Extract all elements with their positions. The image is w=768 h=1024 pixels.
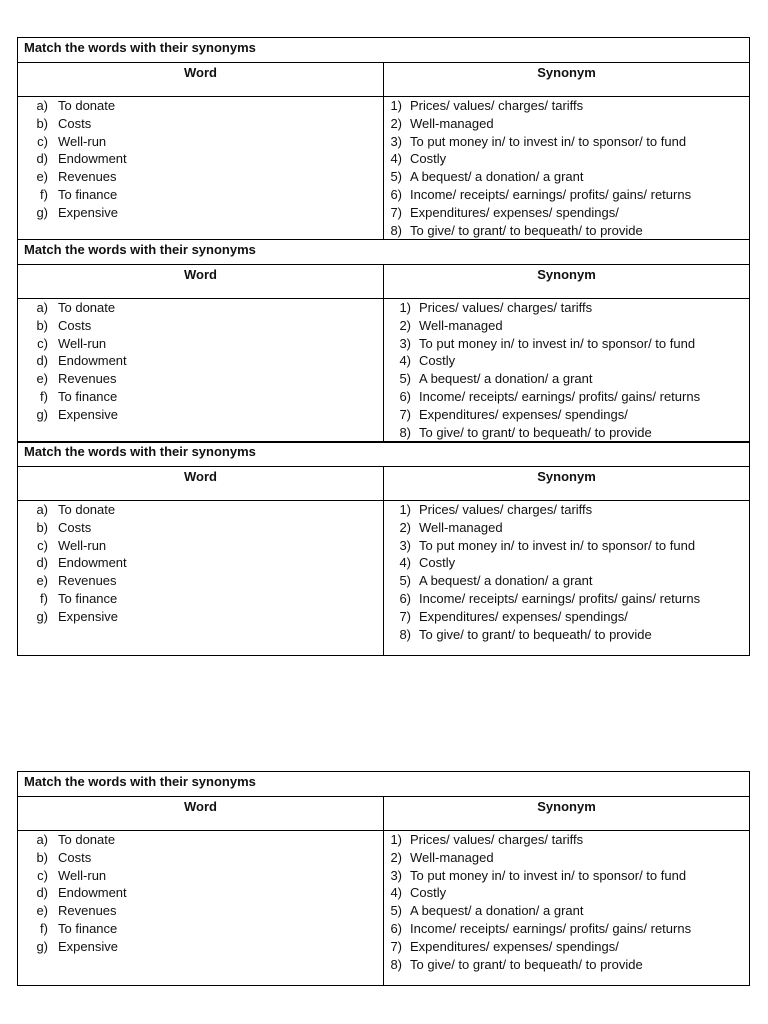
table-header bbox=[18, 63, 749, 97]
synonym-text: Income/ receipts/ earnings/ profits/ gains/ returns bbox=[419, 590, 701, 606]
word-text: To finance bbox=[58, 388, 118, 404]
word-label: f) bbox=[40, 186, 48, 202]
word-text: Endowment bbox=[58, 151, 127, 167]
word-text: Costs bbox=[58, 317, 92, 333]
word-text: To donate bbox=[58, 502, 116, 517]
synonym-item bbox=[384, 186, 749, 204]
synonym-label: 1) bbox=[390, 98, 402, 113]
table-body bbox=[18, 299, 749, 442]
table-body bbox=[18, 501, 749, 655]
word-item bbox=[18, 608, 383, 626]
synonym-item bbox=[384, 902, 749, 920]
synonym-label: 2) bbox=[399, 317, 411, 333]
exercise-title: Match the words with their synonyms bbox=[18, 442, 749, 467]
exercise-title: Match the words with their synonyms bbox=[18, 772, 749, 797]
word-label: a) bbox=[36, 300, 48, 315]
word-label: d) bbox=[36, 151, 48, 167]
word-text: Well-run bbox=[58, 133, 107, 149]
synonym-item bbox=[384, 626, 749, 644]
word-item bbox=[18, 406, 383, 424]
synonym-label: 5) bbox=[390, 169, 402, 185]
synonym-text: Well-managed bbox=[410, 849, 494, 865]
synonym-list bbox=[384, 831, 749, 985]
synonym-label: 1) bbox=[399, 300, 411, 315]
exercise-table-2 bbox=[17, 239, 750, 443]
word-text: Costs bbox=[58, 115, 92, 131]
word-item bbox=[18, 831, 383, 849]
table-body bbox=[18, 97, 749, 239]
synonym-label: 6) bbox=[390, 186, 402, 202]
word-item bbox=[18, 867, 383, 885]
exercise-table-3 bbox=[17, 441, 750, 656]
word-item bbox=[18, 537, 383, 555]
exercise-title: Match the words with their synonyms bbox=[18, 240, 749, 265]
word-item bbox=[18, 186, 383, 204]
synonym-item bbox=[384, 424, 749, 442]
synonym-list bbox=[384, 501, 749, 655]
synonym-item bbox=[384, 920, 749, 938]
word-label: e) bbox=[36, 371, 48, 387]
synonym-label: 5) bbox=[399, 371, 411, 387]
synonym-label: 6) bbox=[399, 590, 411, 606]
synonym-item bbox=[384, 317, 749, 335]
word-text: Revenues bbox=[58, 573, 117, 589]
synonym-item bbox=[384, 938, 749, 956]
word-label: b) bbox=[36, 849, 48, 865]
synonym-item bbox=[384, 406, 749, 424]
synonym-label: 8) bbox=[399, 424, 411, 440]
word-label: b) bbox=[36, 115, 48, 131]
synonym-label: 8) bbox=[390, 956, 402, 972]
synonym-text: A bequest/ a donation/ a grant bbox=[419, 371, 593, 387]
synonym-text: Expenditures/ expenses/ spendings/ bbox=[410, 938, 619, 954]
word-column-header: Word bbox=[18, 265, 384, 298]
synonym-item bbox=[384, 831, 749, 849]
synonym-text: Well-managed bbox=[419, 317, 503, 333]
word-text: To donate bbox=[58, 98, 116, 113]
synonym-item bbox=[384, 572, 749, 590]
word-text: Well-run bbox=[58, 335, 107, 351]
word-label: c) bbox=[37, 335, 48, 351]
synonym-text: Well-managed bbox=[419, 519, 503, 535]
synonym-text: Prices/ values/ charges/ tariffs bbox=[419, 502, 593, 517]
synonym-text: Costly bbox=[419, 555, 456, 571]
synonym-label: 4) bbox=[399, 353, 411, 369]
exercise-title: Match the words with their synonyms bbox=[18, 38, 749, 63]
word-item bbox=[18, 501, 383, 519]
synonym-column-header: Synonym bbox=[537, 799, 596, 814]
synonym-label: 2) bbox=[399, 519, 411, 535]
word-text: Costs bbox=[58, 849, 92, 865]
synonym-item bbox=[384, 849, 749, 867]
word-label: a) bbox=[36, 502, 48, 517]
synonym-label: 7) bbox=[399, 608, 411, 624]
synonym-item bbox=[384, 97, 749, 115]
word-column-header: Word bbox=[18, 63, 384, 96]
table-body bbox=[18, 831, 749, 985]
synonym-label: 3) bbox=[399, 335, 411, 351]
synonym-label: 8) bbox=[399, 626, 411, 642]
synonym-text: To put money in/ to invest in/ to sponsor/ to fund bbox=[410, 133, 687, 149]
synonym-text: To give/ to grant/ to bequeath/ to provide bbox=[419, 424, 652, 440]
synonym-label: 6) bbox=[399, 388, 411, 404]
word-label: e) bbox=[36, 573, 48, 589]
word-item bbox=[18, 920, 383, 938]
word-item bbox=[18, 97, 383, 115]
synonym-item bbox=[384, 519, 749, 537]
word-list bbox=[18, 299, 384, 442]
synonym-label: 1) bbox=[390, 832, 402, 847]
synonym-label: 8) bbox=[390, 222, 402, 238]
word-label: a) bbox=[36, 98, 48, 113]
word-label: g) bbox=[36, 204, 48, 220]
synonym-item bbox=[384, 352, 749, 370]
word-text: Revenues bbox=[58, 169, 117, 185]
word-label: e) bbox=[36, 169, 48, 185]
table-header bbox=[18, 797, 749, 831]
synonym-label: 5) bbox=[390, 903, 402, 919]
synonym-text: Income/ receipts/ earnings/ profits/ gains/ returns bbox=[410, 186, 692, 202]
word-label: a) bbox=[36, 832, 48, 847]
synonym-item bbox=[384, 370, 749, 388]
synonym-item bbox=[384, 554, 749, 572]
synonym-item bbox=[384, 537, 749, 555]
synonym-item bbox=[384, 150, 749, 168]
synonym-text: Prices/ values/ charges/ tariffs bbox=[410, 832, 584, 847]
word-item bbox=[18, 370, 383, 388]
word-item bbox=[18, 519, 383, 537]
synonym-label: 3) bbox=[390, 133, 402, 149]
word-label: d) bbox=[36, 885, 48, 901]
synonym-text: To put money in/ to invest in/ to sponsor/ to fund bbox=[419, 537, 696, 553]
word-label: g) bbox=[36, 406, 48, 422]
synonym-label: 7) bbox=[390, 938, 402, 954]
word-list bbox=[18, 97, 384, 239]
synonym-item bbox=[384, 335, 749, 353]
synonym-list bbox=[384, 97, 749, 239]
word-text: Expensive bbox=[58, 608, 118, 624]
word-text: Expensive bbox=[58, 938, 118, 954]
synonym-label: 4) bbox=[390, 151, 402, 167]
word-column-header: Word bbox=[18, 467, 384, 500]
word-label: c) bbox=[37, 867, 48, 883]
synonym-label: 1) bbox=[399, 502, 411, 517]
word-column-header: Word bbox=[18, 797, 384, 830]
synonym-text: To give/ to grant/ to bequeath/ to provide bbox=[410, 956, 643, 972]
synonym-text: A bequest/ a donation/ a grant bbox=[410, 903, 584, 919]
synonym-text: Prices/ values/ charges/ tariffs bbox=[419, 300, 593, 315]
synonym-text: A bequest/ a donation/ a grant bbox=[419, 573, 593, 589]
word-text: To donate bbox=[58, 832, 116, 847]
synonym-item bbox=[384, 222, 749, 240]
word-text: Expensive bbox=[58, 204, 118, 220]
synonym-text: To put money in/ to invest in/ to sponsor/ to fund bbox=[410, 867, 687, 883]
synonym-label: 2) bbox=[390, 115, 402, 131]
word-list bbox=[18, 831, 384, 985]
synonym-text: To put money in/ to invest in/ to sponsor/ to fund bbox=[419, 335, 696, 351]
word-label: g) bbox=[36, 608, 48, 624]
synonym-label: 5) bbox=[399, 573, 411, 589]
synonym-item bbox=[384, 168, 749, 186]
word-label: f) bbox=[40, 920, 48, 936]
synonym-text: To give/ to grant/ to bequeath/ to provide bbox=[410, 222, 643, 238]
word-item bbox=[18, 388, 383, 406]
word-text: Costs bbox=[58, 519, 92, 535]
exercise-table-1 bbox=[17, 37, 750, 240]
synonym-item bbox=[384, 501, 749, 519]
synonym-item bbox=[384, 299, 749, 317]
synonym-item bbox=[384, 388, 749, 406]
synonym-item bbox=[384, 115, 749, 133]
word-item bbox=[18, 884, 383, 902]
synonym-item bbox=[384, 884, 749, 902]
exercise-table-4 bbox=[17, 771, 750, 986]
word-label: f) bbox=[40, 388, 48, 404]
word-item bbox=[18, 335, 383, 353]
word-label: f) bbox=[40, 590, 48, 606]
word-text: To donate bbox=[58, 300, 116, 315]
synonym-text: To give/ to grant/ to bequeath/ to provide bbox=[419, 626, 652, 642]
table-header bbox=[18, 265, 749, 299]
word-item bbox=[18, 150, 383, 168]
synonym-label: 3) bbox=[390, 867, 402, 883]
word-item bbox=[18, 590, 383, 608]
table-header bbox=[18, 467, 749, 501]
synonym-text: Costly bbox=[419, 353, 456, 369]
word-item bbox=[18, 115, 383, 133]
word-item bbox=[18, 554, 383, 572]
word-label: b) bbox=[36, 519, 48, 535]
word-label: d) bbox=[36, 555, 48, 571]
word-label: e) bbox=[36, 903, 48, 919]
synonym-label: 4) bbox=[390, 885, 402, 901]
synonym-text: Income/ receipts/ earnings/ profits/ gains/ returns bbox=[419, 388, 701, 404]
word-text: Revenues bbox=[58, 903, 117, 919]
word-item bbox=[18, 352, 383, 370]
word-label: b) bbox=[36, 317, 48, 333]
word-item bbox=[18, 902, 383, 920]
synonym-item bbox=[384, 590, 749, 608]
word-text: Revenues bbox=[58, 371, 117, 387]
word-item bbox=[18, 204, 383, 222]
synonym-label: 4) bbox=[399, 555, 411, 571]
synonym-item bbox=[384, 608, 749, 626]
synonym-label: 6) bbox=[390, 920, 402, 936]
synonym-list bbox=[384, 299, 749, 442]
word-label: g) bbox=[36, 938, 48, 954]
synonym-text: Expenditures/ expenses/ spendings/ bbox=[410, 204, 619, 220]
synonym-column-header: Synonym bbox=[537, 267, 596, 282]
synonym-label: 2) bbox=[390, 849, 402, 865]
synonym-text: A bequest/ a donation/ a grant bbox=[410, 169, 584, 185]
word-item bbox=[18, 938, 383, 956]
synonym-label: 7) bbox=[399, 406, 411, 422]
word-text: To finance bbox=[58, 590, 118, 606]
word-text: Expensive bbox=[58, 406, 118, 422]
synonym-item bbox=[384, 204, 749, 222]
word-text: Endowment bbox=[58, 555, 127, 571]
synonym-text: Expenditures/ expenses/ spendings/ bbox=[419, 406, 628, 422]
word-label: c) bbox=[37, 133, 48, 149]
word-item bbox=[18, 168, 383, 186]
synonym-label: 7) bbox=[390, 204, 402, 220]
word-item bbox=[18, 317, 383, 335]
synonym-label: 3) bbox=[399, 537, 411, 553]
synonym-text: Prices/ values/ charges/ tariffs bbox=[410, 98, 584, 113]
word-label: d) bbox=[36, 353, 48, 369]
synonym-item bbox=[384, 956, 749, 974]
synonym-column-header: Synonym bbox=[537, 65, 596, 80]
synonym-item bbox=[384, 133, 749, 151]
word-text: Endowment bbox=[58, 353, 127, 369]
word-text: Well-run bbox=[58, 867, 107, 883]
word-label: c) bbox=[37, 537, 48, 553]
word-text: To finance bbox=[58, 186, 118, 202]
synonym-item bbox=[384, 867, 749, 885]
word-item bbox=[18, 849, 383, 867]
word-item bbox=[18, 133, 383, 151]
synonym-text: Costly bbox=[410, 885, 447, 901]
word-text: Well-run bbox=[58, 537, 107, 553]
synonym-column-header: Synonym bbox=[537, 469, 596, 484]
synonym-text: Well-managed bbox=[410, 115, 494, 131]
synonym-text: Income/ receipts/ earnings/ profits/ gains/ returns bbox=[410, 920, 692, 936]
word-text: Endowment bbox=[58, 885, 127, 901]
word-text: To finance bbox=[58, 920, 118, 936]
word-list bbox=[18, 501, 384, 655]
synonym-text: Costly bbox=[410, 151, 447, 167]
word-item bbox=[18, 572, 383, 590]
word-item bbox=[18, 299, 383, 317]
synonym-text: Expenditures/ expenses/ spendings/ bbox=[419, 608, 628, 624]
